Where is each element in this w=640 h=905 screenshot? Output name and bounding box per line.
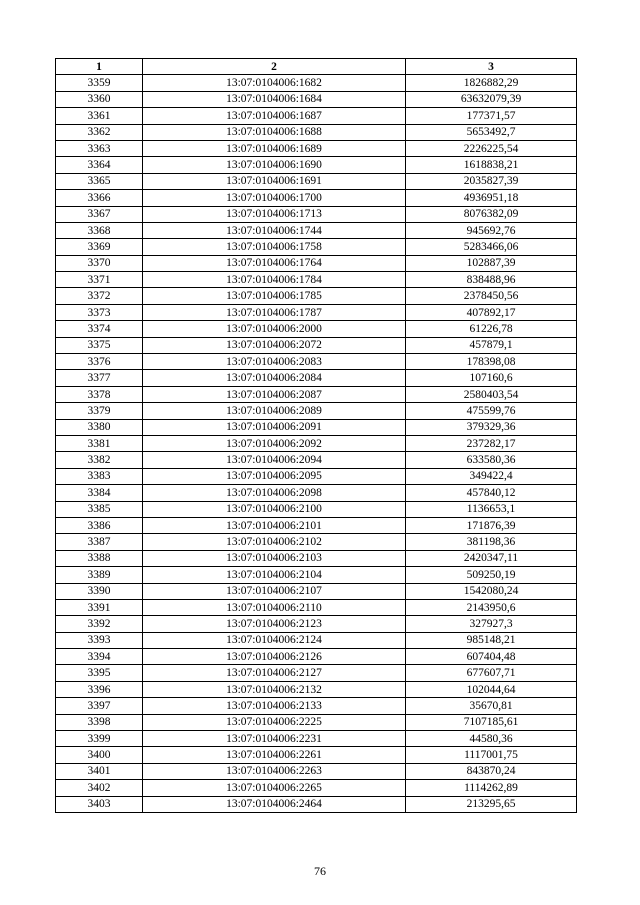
cell-row-number: 3361 [56, 108, 143, 124]
cell-value: 61226,78 [406, 321, 577, 337]
cell-cadastral-number: 13:07:0104006:2265 [143, 780, 406, 796]
table-row [56, 517, 577, 533]
cell-row-number: 3377 [56, 370, 143, 386]
cell-value: 2035827,39 [406, 173, 577, 189]
cell-row-number: 3376 [56, 354, 143, 370]
cell-value: 2580403,54 [406, 386, 577, 402]
table-row [56, 534, 577, 550]
cell-row-number: 3399 [56, 731, 143, 747]
cell-cadastral-number: 13:07:0104006:1690 [143, 157, 406, 173]
cell-row-number: 3365 [56, 173, 143, 189]
cell-row-number: 3394 [56, 649, 143, 665]
cell-value: 838488,96 [406, 272, 577, 288]
cell-cadastral-number: 13:07:0104006:1787 [143, 304, 406, 320]
cell-row-number: 3392 [56, 616, 143, 632]
cell-value: 2378450,56 [406, 288, 577, 304]
cell-cadastral-number: 13:07:0104006:2089 [143, 403, 406, 419]
cell-row-number: 3359 [56, 75, 143, 91]
cell-value: 237282,17 [406, 435, 577, 451]
cell-cadastral-number: 13:07:0104006:2132 [143, 681, 406, 697]
cell-cadastral-number: 13:07:0104006:1687 [143, 108, 406, 124]
cell-value: 4936951,18 [406, 190, 577, 206]
cell-value: 945692,76 [406, 222, 577, 238]
table-row [56, 75, 577, 91]
cell-row-number: 3390 [56, 583, 143, 599]
table-row [56, 616, 577, 632]
table-row [56, 714, 577, 730]
cell-value: 171876,39 [406, 517, 577, 533]
cell-row-number: 3380 [56, 419, 143, 435]
cell-cadastral-number: 13:07:0104006:1691 [143, 173, 406, 189]
cell-cadastral-number: 13:07:0104006:2231 [143, 731, 406, 747]
cell-cadastral-number: 13:07:0104006:2091 [143, 419, 406, 435]
table-row [56, 501, 577, 517]
header-row [56, 59, 577, 75]
cell-cadastral-number: 13:07:0104006:2000 [143, 321, 406, 337]
cell-value: 2143950,6 [406, 599, 577, 615]
cell-row-number: 3374 [56, 321, 143, 337]
cell-value: 102044,64 [406, 681, 577, 697]
cell-value: 1117001,75 [406, 747, 577, 763]
cell-row-number: 3402 [56, 780, 143, 796]
cell-value: 379329,36 [406, 419, 577, 435]
cell-row-number: 3400 [56, 747, 143, 763]
cell-value: 985148,21 [406, 632, 577, 648]
cell-row-number: 3396 [56, 681, 143, 697]
table-row [56, 599, 577, 615]
table-row [56, 370, 577, 386]
cell-value: 213295,65 [406, 796, 577, 812]
cell-value: 102887,39 [406, 255, 577, 271]
column-header-cadastral-number: 2 [143, 59, 406, 75]
table-row [56, 468, 577, 484]
table-row [56, 157, 577, 173]
cell-row-number: 3366 [56, 190, 143, 206]
cell-value: 178398,08 [406, 354, 577, 370]
table-row [56, 550, 577, 566]
data-table [55, 58, 577, 813]
cell-value: 5283466,06 [406, 239, 577, 255]
table-row [56, 108, 577, 124]
cell-cadastral-number: 13:07:0104006:1700 [143, 190, 406, 206]
cell-cadastral-number: 13:07:0104006:2092 [143, 435, 406, 451]
cell-value: 5653492,7 [406, 124, 577, 140]
table-row [56, 485, 577, 501]
cell-row-number: 3386 [56, 517, 143, 533]
cell-cadastral-number: 13:07:0104006:2102 [143, 534, 406, 550]
table-row [56, 288, 577, 304]
cell-row-number: 3397 [56, 698, 143, 714]
cell-cadastral-number: 13:07:0104006:2225 [143, 714, 406, 730]
table-row [56, 435, 577, 451]
cell-value: 457840,12 [406, 485, 577, 501]
table-row [56, 747, 577, 763]
cell-row-number: 3373 [56, 304, 143, 320]
table-row [56, 272, 577, 288]
table-row [56, 91, 577, 107]
cell-row-number: 3389 [56, 567, 143, 583]
cell-cadastral-number: 13:07:0104006:2127 [143, 665, 406, 681]
cell-cadastral-number: 13:07:0104006:1713 [143, 206, 406, 222]
cell-row-number: 3381 [56, 435, 143, 451]
cell-cadastral-number: 13:07:0104006:2100 [143, 501, 406, 517]
table-row [56, 304, 577, 320]
cell-row-number: 3363 [56, 140, 143, 156]
cell-cadastral-number: 13:07:0104006:1684 [143, 91, 406, 107]
table-row [56, 419, 577, 435]
table-row [56, 386, 577, 402]
cell-cadastral-number: 13:07:0104006:2084 [143, 370, 406, 386]
cell-value: 633580,36 [406, 452, 577, 468]
table-row [56, 222, 577, 238]
cell-cadastral-number: 13:07:0104006:1784 [143, 272, 406, 288]
cell-row-number: 3401 [56, 763, 143, 779]
table-row [56, 731, 577, 747]
cell-cadastral-number: 13:07:0104006:2107 [143, 583, 406, 599]
table-row [56, 583, 577, 599]
cell-row-number: 3375 [56, 337, 143, 353]
column-header-value: 3 [406, 59, 577, 75]
table-row [56, 190, 577, 206]
cell-cadastral-number: 13:07:0104006:2098 [143, 485, 406, 501]
table-row [56, 354, 577, 370]
table-row [56, 206, 577, 222]
table-body [56, 75, 577, 813]
cell-cadastral-number: 13:07:0104006:2464 [143, 796, 406, 812]
cell-row-number: 3362 [56, 124, 143, 140]
cell-value: 843870,24 [406, 763, 577, 779]
cell-row-number: 3384 [56, 485, 143, 501]
cell-row-number: 3388 [56, 550, 143, 566]
cell-row-number: 3391 [56, 599, 143, 615]
cell-row-number: 3382 [56, 452, 143, 468]
cell-value: 2226225,54 [406, 140, 577, 156]
cell-value: 327927,3 [406, 616, 577, 632]
cell-value: 2420347,11 [406, 550, 577, 566]
cell-row-number: 3398 [56, 714, 143, 730]
cell-cadastral-number: 13:07:0104006:2104 [143, 567, 406, 583]
cell-cadastral-number: 13:07:0104006:2124 [143, 632, 406, 648]
cell-row-number: 3383 [56, 468, 143, 484]
cell-cadastral-number: 13:07:0104006:2123 [143, 616, 406, 632]
cell-row-number: 3379 [56, 403, 143, 419]
cell-value: 1114262,89 [406, 780, 577, 796]
cell-cadastral-number: 13:07:0104006:1764 [143, 255, 406, 271]
cell-value: 1826882,29 [406, 75, 577, 91]
cell-cadastral-number: 13:07:0104006:2083 [143, 354, 406, 370]
table-row [56, 632, 577, 648]
cell-value: 475599,76 [406, 403, 577, 419]
page-number: 76 [314, 864, 326, 878]
table-row [56, 452, 577, 468]
cell-value: 677607,71 [406, 665, 577, 681]
cell-value: 349422,4 [406, 468, 577, 484]
table-row [56, 239, 577, 255]
cell-cadastral-number: 13:07:0104006:2126 [143, 649, 406, 665]
cell-cadastral-number: 13:07:0104006:1744 [143, 222, 406, 238]
table-row [56, 698, 577, 714]
cell-row-number: 3369 [56, 239, 143, 255]
cell-cadastral-number: 13:07:0104006:2095 [143, 468, 406, 484]
cell-value: 8076382,09 [406, 206, 577, 222]
table-row [56, 403, 577, 419]
table-row [56, 124, 577, 140]
cell-value: 63632079,39 [406, 91, 577, 107]
cell-value: 607404,48 [406, 649, 577, 665]
cell-value: 1136653,1 [406, 501, 577, 517]
cell-row-number: 3395 [56, 665, 143, 681]
cell-cadastral-number: 13:07:0104006:1688 [143, 124, 406, 140]
cell-cadastral-number: 13:07:0104006:1689 [143, 140, 406, 156]
table-header [56, 59, 577, 75]
cell-row-number: 3367 [56, 206, 143, 222]
table-row [56, 337, 577, 353]
table-row [56, 255, 577, 271]
cell-cadastral-number: 13:07:0104006:2110 [143, 599, 406, 615]
cell-row-number: 3385 [56, 501, 143, 517]
cell-row-number: 3371 [56, 272, 143, 288]
cell-cadastral-number: 13:07:0104006:1682 [143, 75, 406, 91]
cell-cadastral-number: 13:07:0104006:2072 [143, 337, 406, 353]
cell-cadastral-number: 13:07:0104006:1758 [143, 239, 406, 255]
cell-row-number: 3393 [56, 632, 143, 648]
cell-value: 7107185,61 [406, 714, 577, 730]
cell-cadastral-number: 13:07:0104006:2263 [143, 763, 406, 779]
cell-cadastral-number: 13:07:0104006:2133 [143, 698, 406, 714]
cell-value: 35670,81 [406, 698, 577, 714]
cell-value: 381198,36 [406, 534, 577, 550]
cell-row-number: 3372 [56, 288, 143, 304]
cell-row-number: 3370 [56, 255, 143, 271]
cell-value: 1618838,21 [406, 157, 577, 173]
cell-cadastral-number: 13:07:0104006:2101 [143, 517, 406, 533]
cell-value: 509250,19 [406, 567, 577, 583]
cell-cadastral-number: 13:07:0104006:2261 [143, 747, 406, 763]
cell-cadastral-number: 13:07:0104006:2087 [143, 386, 406, 402]
table-row [56, 567, 577, 583]
cell-row-number: 3378 [56, 386, 143, 402]
cell-value: 457879,1 [406, 337, 577, 353]
cell-cadastral-number: 13:07:0104006:1785 [143, 288, 406, 304]
table-row [56, 780, 577, 796]
table-row [56, 321, 577, 337]
cell-row-number: 3360 [56, 91, 143, 107]
cell-value: 407892,17 [406, 304, 577, 320]
cell-value: 107160,6 [406, 370, 577, 386]
table-row [56, 649, 577, 665]
cell-row-number: 3403 [56, 796, 143, 812]
table-row [56, 665, 577, 681]
column-header-number: 1 [56, 59, 143, 75]
table-row [56, 763, 577, 779]
cell-value: 1542080,24 [406, 583, 577, 599]
cell-row-number: 3387 [56, 534, 143, 550]
cell-value: 44580,36 [406, 731, 577, 747]
cell-value: 177371,57 [406, 108, 577, 124]
table-row [56, 796, 577, 812]
table-row [56, 681, 577, 697]
cell-row-number: 3368 [56, 222, 143, 238]
cell-cadastral-number: 13:07:0104006:2094 [143, 452, 406, 468]
cell-row-number: 3364 [56, 157, 143, 173]
cell-cadastral-number: 13:07:0104006:2103 [143, 550, 406, 566]
table-row [56, 140, 577, 156]
table-row [56, 173, 577, 189]
